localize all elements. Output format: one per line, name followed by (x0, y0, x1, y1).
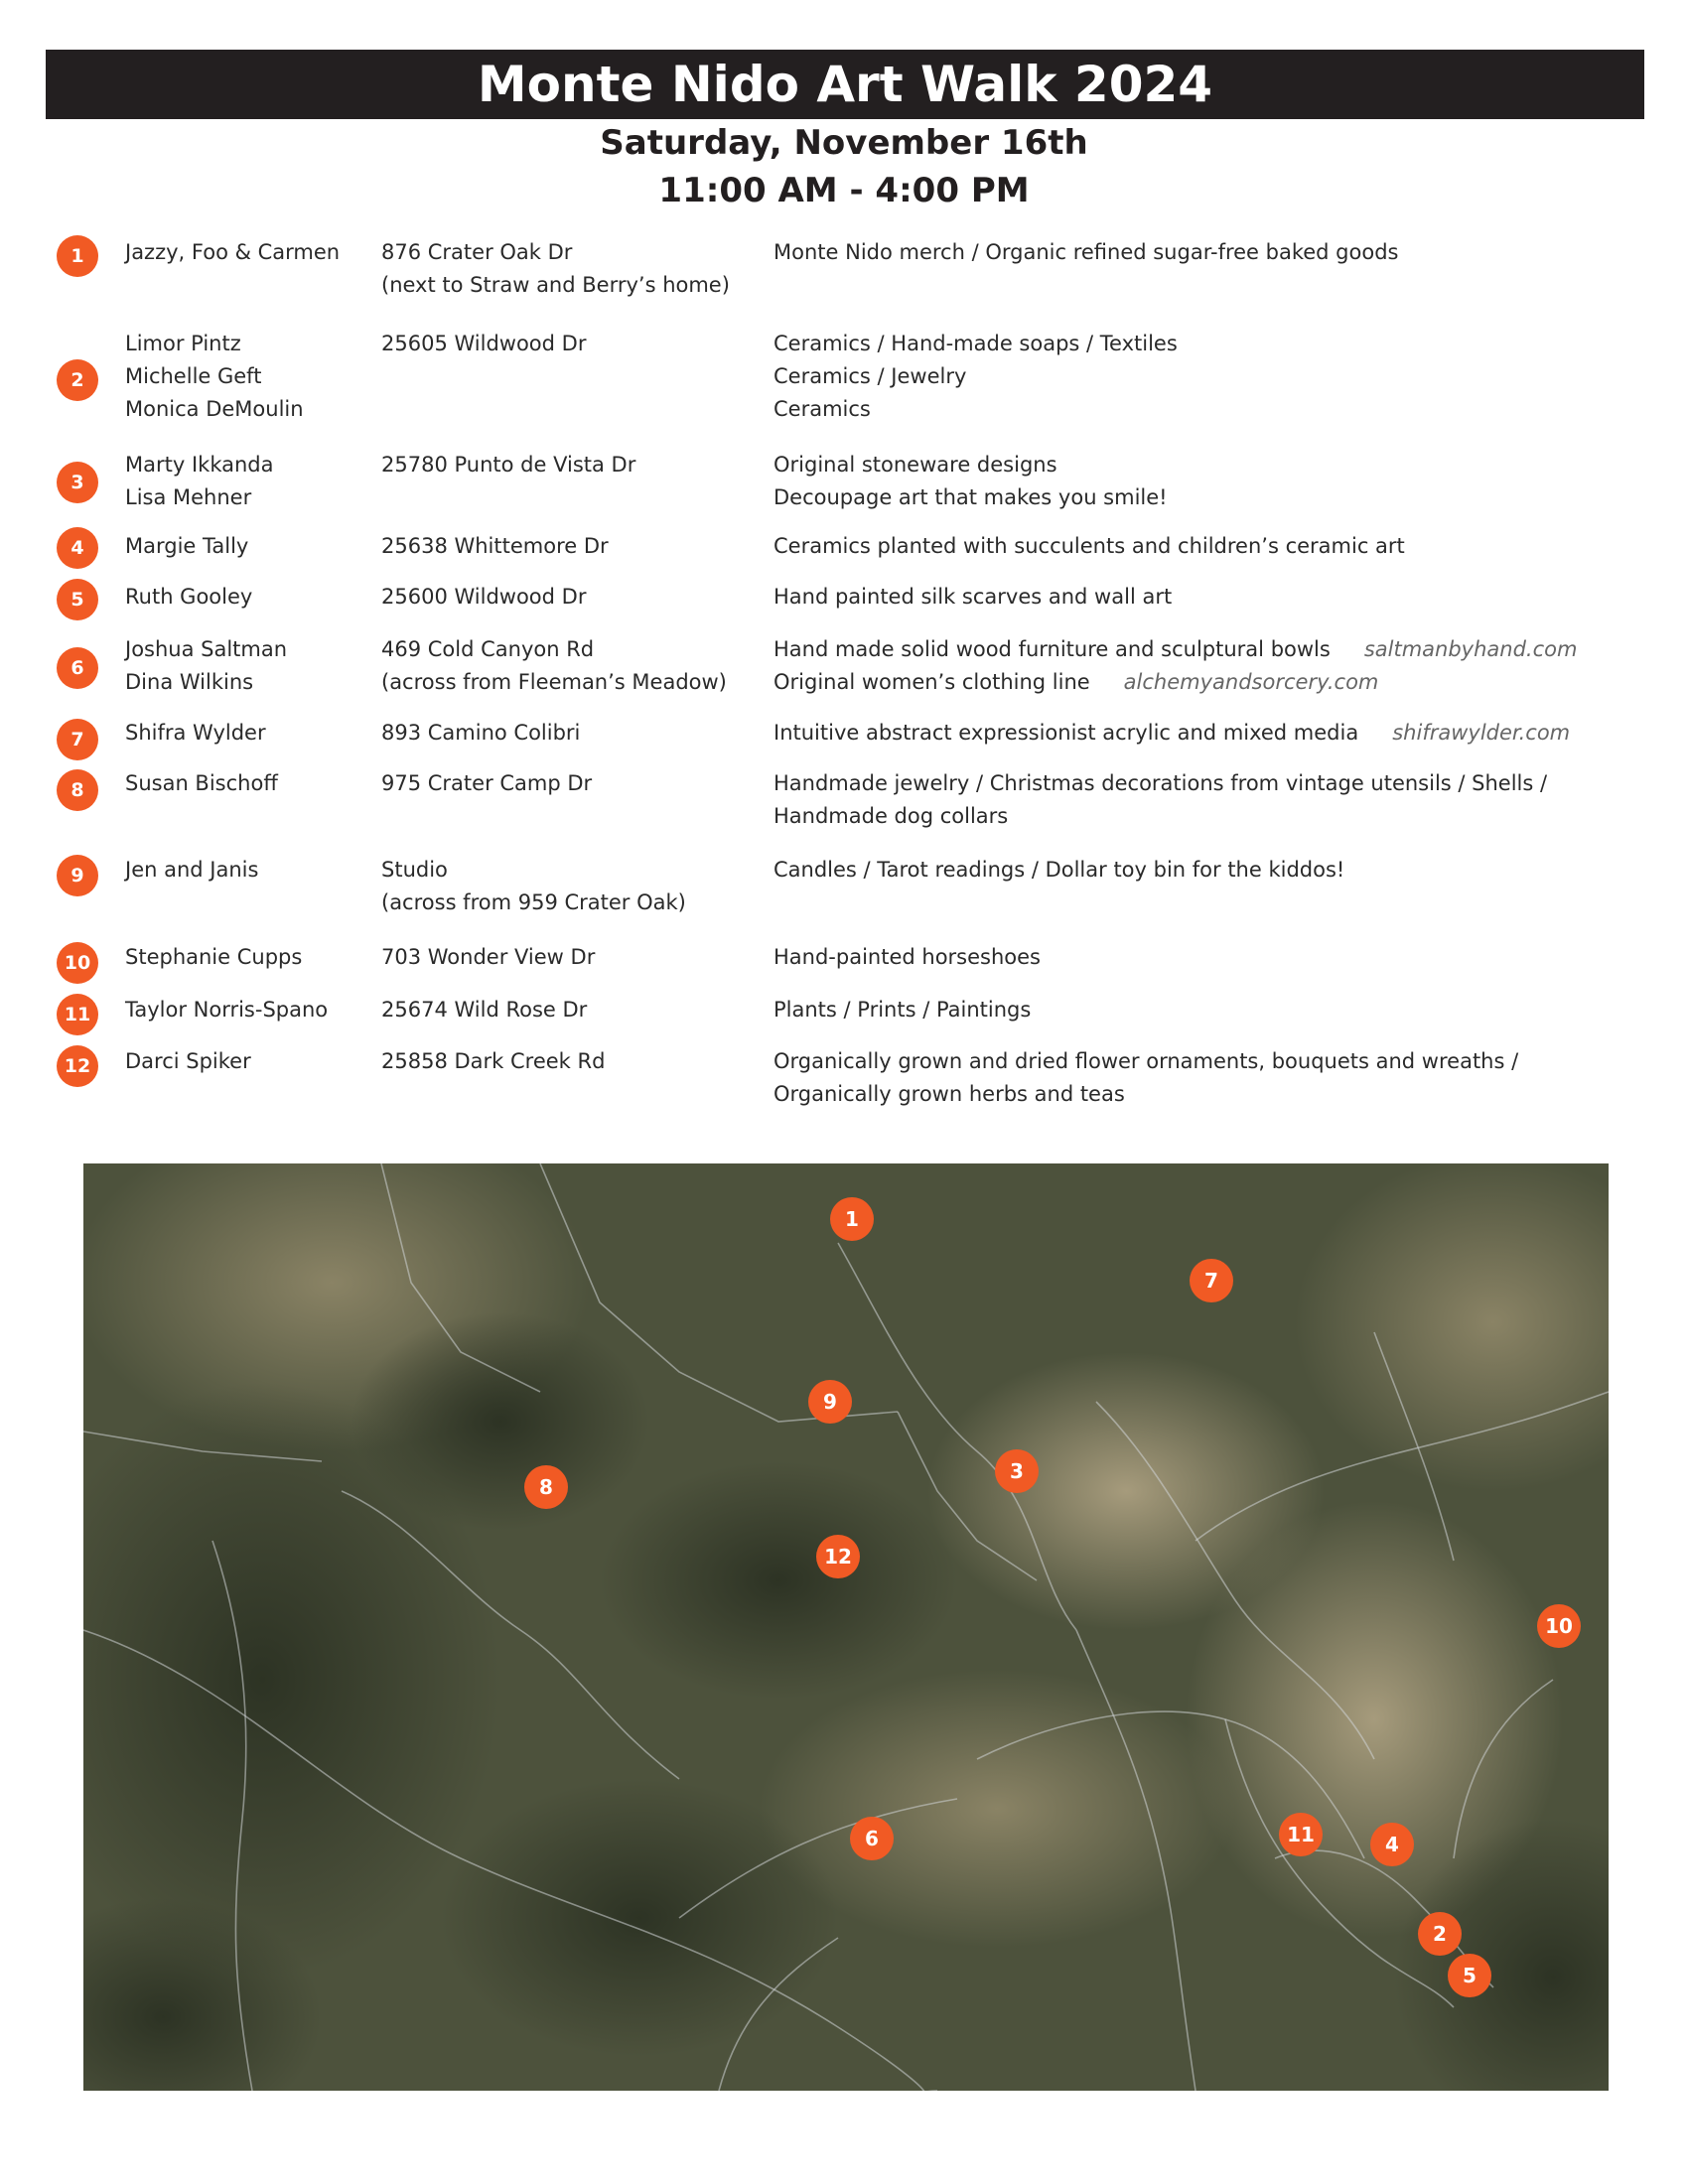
event-time: 11:00 AM - 4:00 PM (658, 171, 1030, 210)
address-line: (across from Fleeman’s Meadow) (381, 670, 727, 694)
artwork-description (774, 717, 1637, 750)
stop-number-badge: 3 (57, 462, 98, 503)
aerial-map-image (83, 1163, 1609, 2091)
address-line: 975 Crater Camp Dr (381, 771, 593, 795)
artwork-item-text: Decoupage art that makes you smile! (774, 485, 1168, 509)
event-date: Saturday, November 16th (600, 123, 1088, 163)
stop-address (381, 717, 769, 750)
area-map (83, 1163, 1609, 2091)
map-pin-8: 8 (524, 1465, 568, 1509)
map-pin-6: 6 (850, 1817, 894, 1860)
stop-number-badge: 2 (57, 359, 98, 401)
map-pin-1: 1 (830, 1197, 874, 1241)
artwork-item-text: Ceramics / Jewelry (774, 364, 967, 388)
artwork-item-text: Hand-painted horseshoes (774, 945, 1041, 969)
artwork-description (774, 581, 1637, 614)
address-line: (across from 959 Crater Oak) (381, 890, 686, 914)
artwork-item (774, 481, 1637, 514)
stop-address (381, 994, 769, 1026)
artwork-item (774, 1045, 1637, 1111)
artwork-item (774, 393, 1637, 426)
artwork-description (774, 633, 1637, 699)
artist-names (125, 767, 373, 800)
artist-names (125, 854, 373, 887)
stop-address (381, 633, 769, 699)
address-line: 893 Camino Colibri (381, 721, 581, 745)
artist-name: Lisa Mehner (125, 485, 252, 509)
map-pin-4: 4 (1370, 1823, 1414, 1866)
artwork-item (774, 633, 1637, 666)
map-pin-7: 7 (1190, 1259, 1233, 1302)
website-link[interactable]: saltmanbyhand.com (1363, 637, 1578, 661)
artwork-item-text: Ceramics / Hand-made soaps / Textiles (774, 332, 1178, 355)
map-pin-3: 3 (995, 1449, 1039, 1493)
artist-name: Darci Spiker (125, 1049, 251, 1073)
artwork-description (774, 530, 1637, 563)
artwork-description (774, 328, 1637, 426)
stop-address (381, 854, 769, 919)
artist-names (125, 236, 373, 269)
stop-address (381, 581, 769, 614)
artist-names (125, 633, 373, 699)
address-line: 25638 Whittemore Dr (381, 534, 609, 558)
stop-number-badge: 10 (57, 942, 98, 984)
artwork-item-text: Candles / Tarot readings / Dollar toy bin for the kiddos! (774, 858, 1345, 882)
artist-name: Michelle Geft (125, 364, 262, 388)
artwork-item-text: Plants / Prints / Paintings (774, 998, 1032, 1022)
artist-name: Taylor Norris-Spano (125, 998, 329, 1022)
address-line: 469 Cold Canyon Rd (381, 637, 595, 661)
artwork-item (774, 666, 1637, 699)
artwork-item-text: Original women’s clothing line (774, 670, 1090, 694)
map-pin-10: 10 (1537, 1604, 1581, 1648)
artwork-item-text: Handmade jewelry / Christmas decorations from vintage utensils / Shells / Handmade dog collars (774, 771, 1548, 828)
artwork-description (774, 854, 1637, 887)
artwork-item-text: Intuitive abstract expressionist acrylic and mixed media (774, 721, 1359, 745)
artwork-item-text: Ceramics planted with succulents and children’s ceramic art (774, 534, 1405, 558)
stop-address (381, 328, 769, 360)
page-title-bar (46, 50, 1644, 119)
artist-names (125, 581, 373, 614)
artwork-description (774, 449, 1637, 514)
stop-address (381, 941, 769, 974)
stop-number-badge: 9 (57, 855, 98, 896)
artist-names (125, 449, 373, 514)
stop-address (381, 767, 769, 800)
artwork-item (774, 449, 1637, 481)
artist-name: Joshua Saltman (125, 637, 288, 661)
stop-number-badge: 4 (57, 527, 98, 569)
artist-name: Susan Bischoff (125, 771, 278, 795)
artist-name: Dina Wilkins (125, 670, 254, 694)
artist-name: Monica DeMoulin (125, 397, 304, 421)
artwork-description (774, 236, 1637, 269)
stop-number-badge: 1 (57, 235, 98, 277)
artwork-item (774, 360, 1637, 393)
artwork-item (774, 328, 1637, 360)
page-title: Monte Nido Art Walk 2024 (477, 56, 1213, 113)
address-line: 25780 Punto de Vista Dr (381, 453, 636, 477)
artist-name: Stephanie Cupps (125, 945, 303, 969)
map-pin-5: 5 (1448, 1954, 1491, 1997)
stop-number-badge: 5 (57, 579, 98, 620)
artwork-item-text: Monte Nido merch / Organic refined sugar-free baked goods (774, 240, 1399, 264)
address-line: 25674 Wild Rose Dr (381, 998, 588, 1022)
artwork-item (774, 994, 1637, 1026)
artwork-description (774, 941, 1637, 974)
artwork-item-text: Hand made solid wood furniture and sculptural bowls (774, 637, 1331, 661)
artist-name: Jen and Janis (125, 858, 259, 882)
artwork-description (774, 994, 1637, 1026)
artist-names (125, 328, 373, 426)
artist-names (125, 994, 373, 1026)
stop-number-badge: 12 (57, 1045, 98, 1087)
artwork-item (774, 530, 1637, 563)
artwork-item (774, 941, 1637, 974)
website-link[interactable]: alchemyandsorcery.com (1123, 670, 1379, 694)
artist-name: Jazzy, Foo & Carmen (125, 240, 341, 264)
artist-name: Shifra Wylder (125, 721, 266, 745)
address-line: 25605 Wildwood Dr (381, 332, 587, 355)
artist-names (125, 941, 373, 974)
address-line: 25858 Dark Creek Rd (381, 1049, 606, 1073)
website-link[interactable]: shifrawylder.com (1392, 721, 1571, 745)
artwork-item (774, 581, 1637, 614)
artwork-item-text: Organically grown and dried flower ornaments, bouquets and wreaths / Organically grown herbs and teas (774, 1049, 1519, 1106)
artwork-item (774, 854, 1637, 887)
artwork-item-text: Ceramics (774, 397, 871, 421)
address-line: Studio (381, 858, 448, 882)
address-line: 25600 Wildwood Dr (381, 585, 587, 609)
artist-name: Margie Tally (125, 534, 249, 558)
stop-address (381, 1045, 769, 1078)
stop-number-badge: 8 (57, 769, 98, 811)
artwork-item (774, 236, 1637, 269)
address-line: 876 Crater Oak Dr (381, 240, 573, 264)
artist-names (125, 717, 373, 750)
stop-number-badge: 6 (57, 647, 98, 689)
artwork-item-text: Hand painted silk scarves and wall art (774, 585, 1173, 609)
artist-name: Ruth Gooley (125, 585, 253, 609)
artist-names (125, 530, 373, 563)
address-line: 703 Wonder View Dr (381, 945, 596, 969)
address-line: (next to Straw and Berry’s home) (381, 273, 730, 297)
artwork-description (774, 1045, 1637, 1111)
stop-address (381, 236, 769, 302)
artwork-item (774, 717, 1637, 750)
map-pin-12: 12 (816, 1535, 860, 1578)
stop-number-badge: 7 (57, 719, 98, 760)
map-pin-2: 2 (1418, 1912, 1462, 1956)
artwork-item-text: Original stoneware designs (774, 453, 1057, 477)
stop-address (381, 449, 769, 481)
artist-names (125, 1045, 373, 1078)
artist-name: Limor Pintz (125, 332, 241, 355)
stop-number-badge: 11 (57, 994, 98, 1035)
artwork-description (774, 767, 1568, 833)
map-pin-11: 11 (1279, 1813, 1323, 1856)
map-pin-9: 9 (808, 1380, 852, 1424)
stop-address (381, 530, 769, 563)
artwork-item (774, 767, 1568, 833)
artist-name: Marty Ikkanda (125, 453, 274, 477)
